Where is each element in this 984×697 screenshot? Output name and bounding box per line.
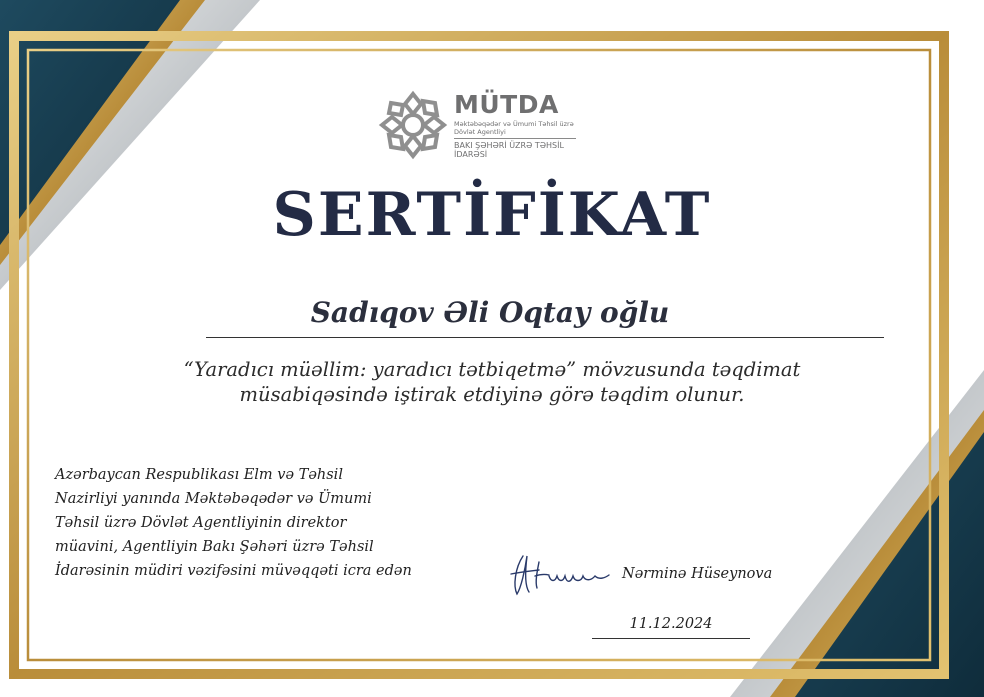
issue-date: 11.12.2024 — [629, 616, 713, 632]
signer-position-line: Azərbaycan Respublikası Elm və Təhsil — [55, 467, 343, 483]
signer-name: Nərminə Hüseynova — [622, 566, 773, 582]
logo-office-text: BAKI ŞƏHƏRİ ÜZRƏ TƏHSİL İDARƏSİ — [454, 141, 564, 159]
date-underline — [592, 638, 750, 639]
logo-divider — [454, 138, 576, 139]
signer-position-line: İdarəsinin müdiri vəzifəsini müvəqqəti icra edən — [55, 563, 412, 579]
signer-position — [55, 463, 505, 583]
recipient-underline — [206, 337, 884, 338]
mutda-logo — [378, 90, 578, 160]
award-reason: “Yaradıcı müəllim: yaradıcı tətbiqetmə” mövzusunda təqdimat müsabiqəsində iştirak etdiyinə görə təqdim olunur. — [183, 358, 801, 406]
logo-agency-text: Məktəbəqədər və Ümumi Təhsil üzrə Dövlət Agentliyi — [454, 120, 574, 136]
signer-position-line: müavini, Agentliyin Bakı Şəhəri üzrə Təhsil — [55, 539, 374, 555]
signer-position-line: Nazirliyi yanında Məktəbəqədər və Ümumi — [55, 491, 372, 507]
ornament-logo-icon — [378, 90, 448, 160]
certificate-title: SERTİFİKAT — [272, 180, 712, 250]
logo-brand-text: MÜTDA — [454, 90, 559, 119]
handwritten-signature — [505, 548, 615, 598]
signer-position-line: Təhsil üzrə Dövlət Agentliyinin direktor — [55, 515, 347, 531]
recipient-name: Sadıqov Əli Oqtay oğlu — [310, 296, 670, 329]
